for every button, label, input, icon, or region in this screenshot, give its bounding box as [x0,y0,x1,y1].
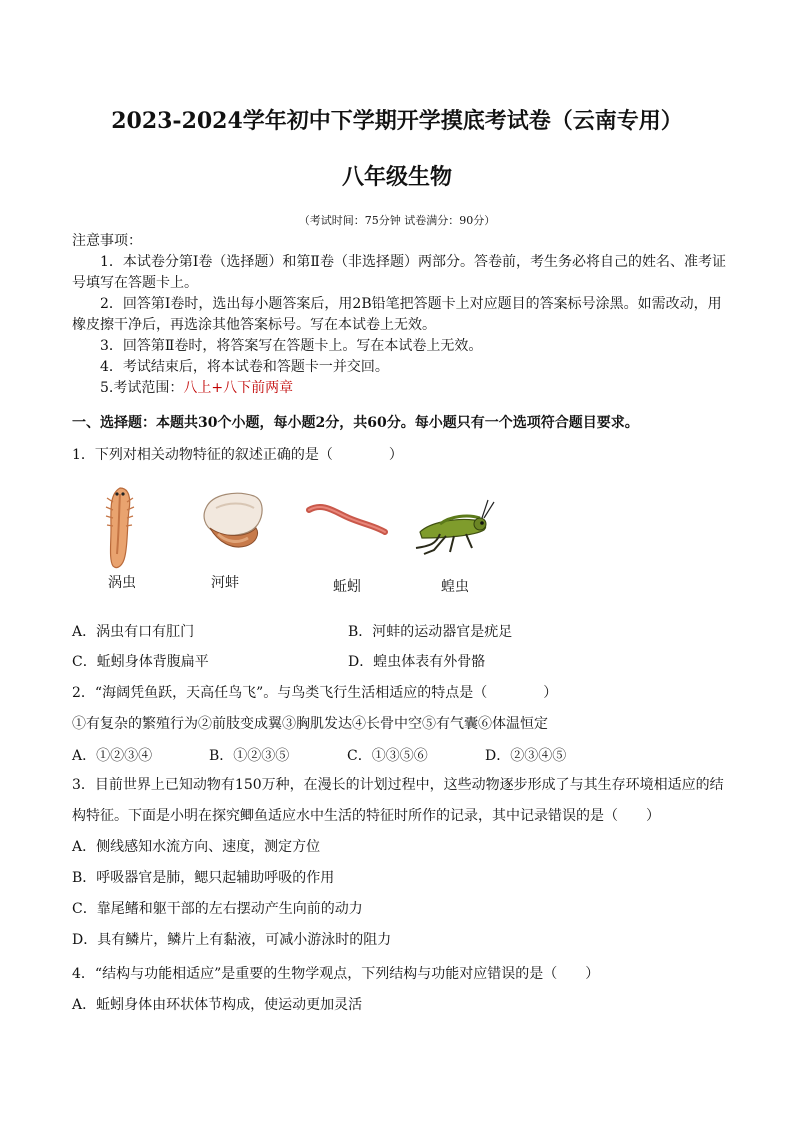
earthworm-image [305,498,390,538]
note-item: 2．回答第Ⅰ卷时，选出每小题答案后，用2B铅笔把答题卡上对应题目的答案标号涂黑。如需改动，用橡皮擦干净后，再选涂其他答案标号。写在本试卷上无效。 [72,296,722,333]
q3-option-d: D．具有鳞片，鳞片上有黏液，可减小游泳时的阻力 [72,932,392,948]
section-heading: 一、选择题：本题共30个小题，每小题2分，共60分。每小题只有一个选项符合题目要求。 [72,415,639,431]
q1-stem: 1．下列对相关动物特征的叙述正确的是（ ） [72,447,403,463]
q1-option-d: D．蝗虫体表有外骨骼 [348,654,486,670]
q3-option-a: A．侧线感知水流方向、速度，测定方位 [72,839,321,855]
notes-block [72,231,727,399]
q3-option-b: B．呼吸器官是肺，鳃只起辅助呼吸的作用 [72,870,335,886]
exam-subtitle: 八年级生物 [341,164,452,190]
locust-image [410,498,495,558]
scope-label: 5.考试范围： [100,380,184,396]
caption-mussel: 河蚌 [211,575,239,591]
caption-locust: 蝗虫 [441,579,469,595]
q2-option-d: D．②③④⑤ [485,748,567,764]
q3-stem: 3．目前世界上已知动物有150万种，在漫长的计划过程中，这些动物逐步形成了与其生存环境相适应的结构特征。下面是小明在探究鲫鱼适应水中生活的特征时所作的记录，其中记录错误的是（ ） [72,777,724,824]
caption-planarian: 涡虫 [108,575,136,591]
q2-statements: ①有复杂的繁殖行为②前肢变成翼③胸肌发达④长骨中空⑤有气囊⑥体温恒定 [72,716,548,732]
note-item: 3．回答第Ⅱ卷时，将答案写在答题卡上。写在本试卷上无效。 [100,338,483,354]
q2-option-a: A．①②③④ [72,748,153,764]
exam-title: 2023-2024学年初中下学期开学摸底考试卷（云南专用） [111,108,683,134]
planarian-image [95,484,145,574]
caption-earthworm: 蚯蚓 [333,579,361,595]
q2-option-c: C．①③⑤⑥ [347,748,428,764]
q3-block [72,770,727,956]
notes-heading: 注意事项： [72,233,142,249]
q1-option-b: B．河蚌的运动器官是疣足 [348,624,513,640]
q1-option-a: A．涡虫有口有肛门 [72,624,195,640]
note-scope [72,378,727,399]
q2-stem: 2．“海阔凭鱼跃，天高任鸟飞”。与鸟类飞行生活相适应的特点是（ ） [72,685,558,701]
q3-option-c: C．靠尾鳍和躯干部的左右摆动产生向前的动力 [72,901,363,917]
q4-stem: 4．“结构与功能相适应”是重要的生物学观点，下列结构与功能对应错误的是（ ） [72,966,600,982]
mussel-image [198,488,268,556]
exam-info: （考试时间：75分钟 试卷满分：90分） [298,214,496,227]
q4-option-a: A．蚯蚓身体由环状体节构成，使运动更加灵活 [72,997,363,1013]
note-item: 1．本试卷分第Ⅰ卷（选择题）和第Ⅱ卷（非选择题）两部分。答卷前，考生务必将自己的姓名、准考证号填写在答题卡上。 [72,254,726,291]
note-item: 4．考试结束后，将本试卷和答题卡一并交回。 [100,359,389,375]
q2-option-b: B．①②③⑤ [209,748,290,764]
q1-option-c: C．蚯蚓身体背腹扁平 [72,654,209,670]
scope-value: 八上+八下前两章 [183,380,294,396]
